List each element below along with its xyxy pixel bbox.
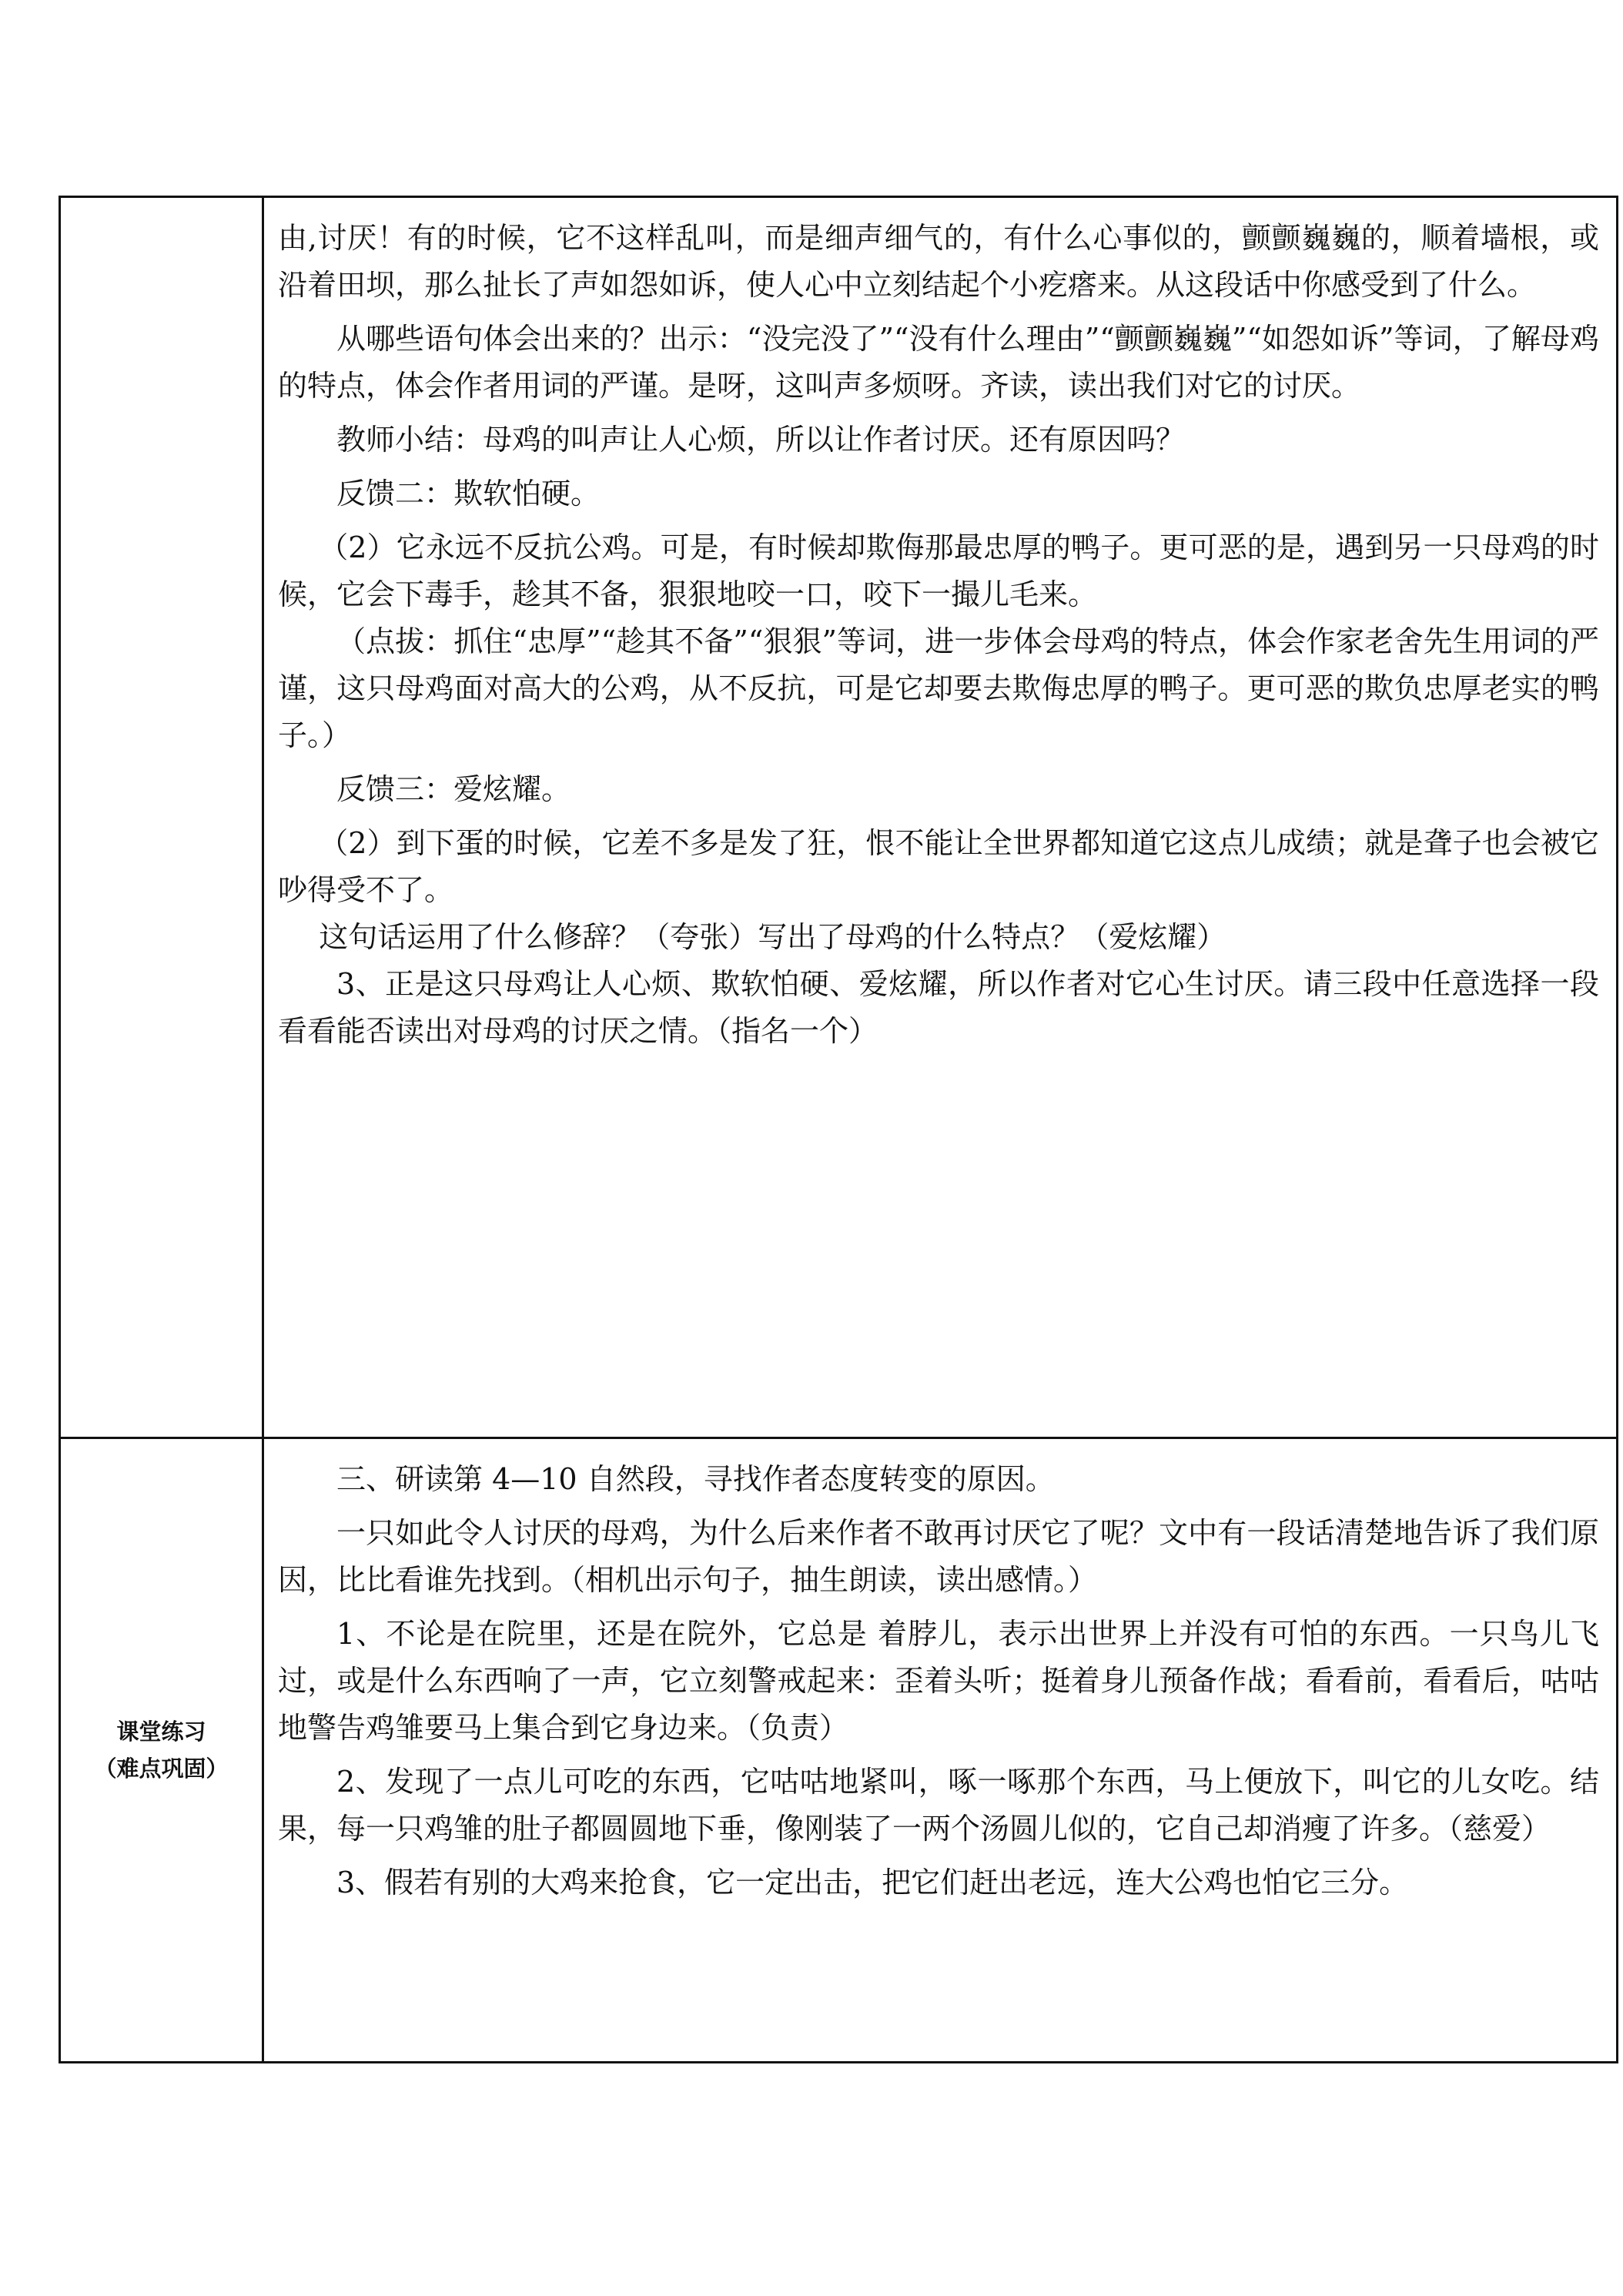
row-content-cell [263, 1438, 1618, 2063]
table-row [60, 1438, 1618, 2063]
paragraph: 这句话运用了什么修辞？（夸张）写出了母鸡的什么特点？（爱炫耀） [319, 920, 1226, 954]
paragraph: 反馈二：欺软怕硬。 [336, 477, 601, 510]
row-label-line: （难点巩固） [94, 1755, 229, 1782]
section-content [264, 1439, 1616, 1906]
paragraph: （2）到下蛋的时候，它差不多是发了狂，恨不能让全世界都知道它这点儿成绩；就是聋子也会被它吵得受不了。 [278, 826, 1599, 907]
paragraph: （2）它永远不反抗公鸡。可是，有时候却欺侮那最忠厚的鸭子。更可恶的是，遇到另一只母鸡的时候，它会下毒手，趁其不备，狠狠地咬一口，咬下一撮儿毛来。 [278, 530, 1599, 611]
section-content [264, 198, 1616, 1055]
paragraph: 三、研读第 4—10 自然段，寻找作者态度转变的原因。 [336, 1462, 1055, 1496]
row-label [61, 1713, 262, 1787]
row-label-cell [60, 1438, 263, 2063]
paragraph: 从哪些语句体会出来的？出示：“没完没了”“没有什么理由”“颤颤巍巍”“如怨如诉”等词，了解母鸡的特点，体会作者用词的严谨。是呀，这叫声多烦呀。齐读，读出我们对它的讨厌。 [278, 322, 1599, 403]
paragraph: （点拔：抓住“忠厚”“趁其不备”“狠狠”等词，进一步体会母鸡的特点，体会作家老舍先生用词的严谨，这只母鸡面对高大的公鸡，从不反抗，可是它却要去欺侮忠厚的鸭子。更可恶的欺负忠厚老实的鸭子。） [278, 624, 1599, 752]
paragraph: 3、假若有别的大鸡来抢食，它一定出击，把它们赶出老远，连大公鸡也怕它三分。 [336, 1866, 1409, 1899]
paragraph: 由,讨厌！有的时候，它不这样乱叫，而是细声细气的，有什么心事似的，颤颤巍巍的，顺着墙根，或沿着田坝，那么扯长了声如怨如诉，使人心中立刻结起个小疙瘩来。从这段话中你感受到了什么。 [278, 221, 1599, 302]
paragraph: 一只如此令人讨厌的母鸡，为什么后来作者不敢再讨厌它了呢？文中有一段话清楚地告诉了我们原因，比比看谁先找到。（相机出示句子，抽生朗读，读出感情。） [278, 1516, 1599, 1597]
row-label-cell [60, 197, 263, 1438]
paragraph: 2、发现了一点儿可吃的东西，它咕咕地紧叫，啄一啄那个东西，马上便放下，叫它的儿女吃。结果，每一只鸡雏的肚子都圆圆地下垂，像刚装了一两个汤圆儿似的，它自己却消瘦了许多。（慈爱） [278, 1765, 1599, 1846]
row-content-cell [263, 197, 1618, 1438]
row-label-line: 课堂练习 [116, 1719, 206, 1745]
paragraph: 教师小结：母鸡的叫声让人心烦，所以让作者讨厌。还有原因吗？ [336, 423, 1186, 457]
paragraph: 反馈三：爱炫耀。 [336, 772, 571, 806]
lesson-plan-table [59, 196, 1618, 2063]
table-row [60, 197, 1618, 1438]
paragraph: 1、不论是在院里，还是在院外，它总是 着脖儿，表示出世界上并没有可怕的东西。一只鸟儿飞过，或是什么东西响了一声，它立刻警戒起来：歪着头听；挺着身儿预备作战；看看前，看看后，咕咕地警告鸡雏要马上集合到它身边来。（负责） [278, 1617, 1599, 1745]
paragraph: 3、正是这只母鸡让人心烦、欺软怕硬、爱炫耀，所以作者对它心生讨厌。请三段中任意选择一段看看能否读出对母鸡的讨厌之情。（指名一个） [278, 967, 1599, 1048]
